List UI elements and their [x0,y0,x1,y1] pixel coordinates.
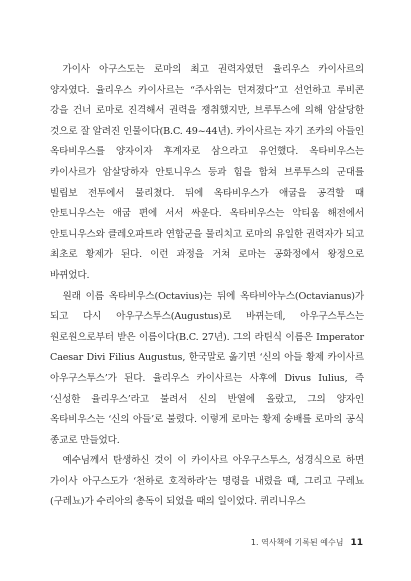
page-footer [251,537,363,548]
body-text [50,60,364,513]
paragraph-1: 가이사 아구스도는 로마의 최고 권력자였던 율리우스 카이사르의 양자였다. 율리우스 카이사르는 “주사위는 던져졌다”고 선언하고 루비콘 강을 건너 로마로 진격해서 권력을 쟁취했지만, 브루투스에 의해 암살당한 것으로 잘 알려진 인물이다(B.C. 49~44년). 카이사르는 자기 조카의 아들인 옥타비우스를 양자이자 후계자로 삼으라고 유언했다. 옥타비우스는 카이사르가 암살당하자 안토니우스 등과 힘을 합쳐 브루투스의 군대를 빌립보 전투에서 물리쳤다. 뒤에 옥타비우스가 애굽을 공격할 때 안토니우스는 애굽 편에 서서 싸운다. 옥타비우스는 악티움 해전에서 안토니우스와 클레오파트라 연합군을 물리치고 로마의 유일한 권력자가 되고 최초로 황제가 된다. 이런 과정을 거쳐 로마는 공화정에서 왕정으로 바뀌었다. [50,64,364,281]
running-title: 1. 역사책에 기록된 예수님 [250,538,344,547]
page-number: 11 [350,538,363,548]
paragraph-3: 예수님께서 탄생하신 것이 이 카이사르 아우구스투스, 성경식으로 하면 가이사 아구스도가 ‘천하로 호적하라’는 명령을 내렸을 때, 그리고 구레뇨(구레뇨)가 수리아의 총독이 되었을 때의 일이었다. 퀴리니우스 [50,455,364,508]
paragraph-2: 원래 이름 옥타비우스(Octavius)는 뒤에 옥타비아누스(Octavianus)가 되고 다시 아우구스투스(Augustus)로 바뀌는데, 아우구스투스는 원로원으로부터 받은 이름이다(B.C. 27년). 그의 라틴식 이름은 Imperator Caesar Divi Filius Augustus, 한국말로 옮기면 ‘신의 아들 황제 카이사르 아우구스투스’가 된다. 율리우스 카이사르는 사후에 Divus Iulius, 즉 ‘신성한 율리우스’라고 불려서 신의 반열에 올랐고, 그의 양자인 옥타비우스는 ‘신의 아들’로 불렸다. 이렇게 로마는 황제 숭배를 로마의 공식 종교로 만들었다. [50,290,364,446]
